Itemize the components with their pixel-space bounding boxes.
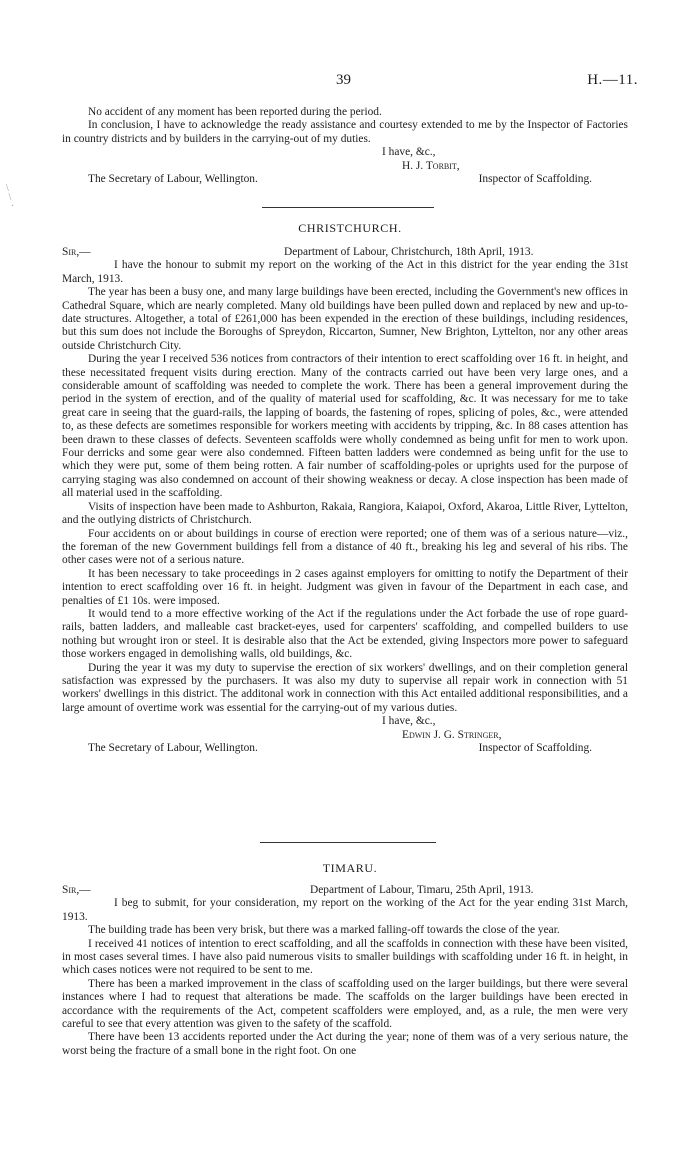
page-number: 39 (336, 72, 351, 88)
paragraph: The year has been a busy one, and many large buildings have been erected, including the Government's new offices in Cathedral Square, which are nearly completed. Many old buildings have been pulled down and replaced by new and up-to-date structures. Altogether, a total of £261,000 has been expended in the erection of these buildings, including residences, but this sum does not include the Boroughs of Spreydon, Riccarton, Sumner, New Brighton, Lyttelton, nor any other areas outside Christchurch City. (62, 286, 628, 352)
christchurch-section (62, 246, 628, 755)
sign-off: I have, &c., (382, 146, 436, 159)
paragraph: There has been a marked improvement in the class of scaffolding used on the larger buildings, but there were several instances where I had to request that alterations be made. The scaffolds on the larger buildings have been erected in accordance with the requirements of the Act, competent scaffolders were employed, and, as a rule, the men were very careful to see that every attention was given to the safety of the scaffold. (62, 977, 628, 1031)
page-header (0, 74, 700, 94)
signer-title: Inspector of Scaffolding. (478, 742, 592, 755)
signer-title: Inspector of Scaffolding. (478, 173, 592, 186)
dateline: Department of Labour, Christchurch, 18th April, 1913. (284, 246, 534, 258)
section-divider (260, 842, 436, 843)
opening-section (62, 106, 628, 186)
dateline: Department of Labour, Timaru, 25th April, 1913. (310, 884, 534, 896)
paragraph: I have the honour to submit my report on the working of the Act in this district for the year ending the 31st March, 1913. (62, 259, 628, 285)
addressee: The Secretary of Labour, Wellington. (88, 742, 258, 755)
paper-reference: H.—11. (587, 72, 638, 88)
section-heading-christchurch: CHRISTCHURCH. (298, 221, 402, 235)
paragraph: In conclusion, I have to acknowledge the ready assistance and courtesy extended to me by the Inspector of Factories in country districts and by builders in the carrying-out of my duties. (62, 119, 628, 145)
margin-mark: \ \ · (6, 183, 15, 212)
paragraph: It would tend to a more effective working of the Act if the regulations under the Act forbade the use of rope guard-rails, batten ladders, and malleable cast bracket-eyes, used for carpenters' scaffolding, and compelled builders to use nothing but wrought iron or steel. It is desirable also that the Act be extended, giving Inspectors more power to safeguard those workers engaged in demolishing walls, old buildings, &c. (62, 607, 628, 661)
addressee: The Secretary of Labour, Wellington. (88, 173, 258, 186)
paragraph: I beg to submit, for your consideration, my report on the working of the Act for the year ending 31st March, 1913. (62, 897, 628, 923)
paragraph: Visits of inspection have been made to Ashburton, Rakaia, Rangiora, Kaiapoi, Oxford, Akaroa, Little River, Lyttelton, and the outlying districts of Christchurch. (62, 500, 628, 527)
paragraph: I received 41 notices of intention to erect scaffolding, and all the scaffolds in connection with these have been visited, in most cases several times. I have also paid numerous visits to smaller buildings with scaffolding under 16 ft. in height, in which cases notices were not required to be sent to me. (62, 937, 628, 977)
salutation: Sir,— (62, 246, 91, 258)
section-heading-timaru: TIMARU. (322, 861, 378, 875)
section-divider (262, 207, 434, 208)
salutation-line (62, 884, 628, 897)
paragraph: During the year it was my duty to supervise the erection of six workers' dwellings, and on their completion general satisfaction was expressed by the purchasers. It was also my duty to supervise all repair work in connection with 51 workers' dwellings in this district. The additonal work in connection with this Act entailed additional responsibilities, and a large amount of overtime work was essential for the carrying-out of my various duties. (62, 661, 628, 714)
salutation: Sir,— (62, 884, 91, 896)
paragraph: During the year I received 536 notices from contractors of their intention to erect scaffolding over 16 ft. in height, and these necessitated frequent visits during erection. Many of the contracts carried out have been very large ones, and a considerable amount of scaffolding was needed to complete the work. There has been a general improvement during the period in the system of erection, and of the quality of material used for scaffolding, &c. It was necessary for me to take great care in seeing that the guard-rails, the lapping of boards, the fastening of ropes, splicing of poles, &c., were attended to, as these defects are sometimes responsible for workers meeting with accidents by tripping, &c. In 88 cases attention has been drawn to these classes of defects. Seventeen scaffolds were wholly condemned as being unfit for men to work upon. Four derricks and some gear were also condemned. Fifteen batten ladders were condemned as being unfit for the use to which they were put, some of them being rotten. A fair number of scaffolding-poles or uprights used for the purpose of carrying staging was also condemned on account of their showing weakness or decay. A close inspection has been made of all material used in the scaffolding. (62, 353, 628, 500)
paragraph: It has been necessary to take proceedings in 2 cases against employers for omitting to notify the Department of their intention to erect scaffolding over 16 ft. in height. Judgment was given in favour of the Department in each case, and penalties of £1 10s. were imposed. (62, 567, 628, 607)
signer-name: H. J. Torbit, (402, 159, 460, 172)
paragraph: Four accidents on or about buildings in course of erection were reported; one of them was of a serious nature—viz., the foreman of the new Government buildings fell from a distance of 40 ft., breaking his leg and several of his ribs. The other cases were not of a serious nature. (62, 527, 628, 567)
signer-name: Edwin J. G. Stringer, (402, 728, 502, 741)
paragraph: There have been 13 accidents reported under the Act during the year; none of them was of a very serious nature, the worst being the fracture of a small bone in the right foot. On one (62, 1031, 628, 1057)
paragraph: The building trade has been very brisk, but there was a marked falling-off towards the close of the year. (88, 924, 560, 937)
signature-line (62, 742, 628, 755)
timaru-section (62, 884, 628, 1058)
salutation-line (62, 246, 628, 259)
sign-off: I have, &c., (382, 715, 436, 728)
paragraph: No accident of any moment has been reported during the period. (88, 106, 382, 118)
signature-line (62, 173, 628, 186)
